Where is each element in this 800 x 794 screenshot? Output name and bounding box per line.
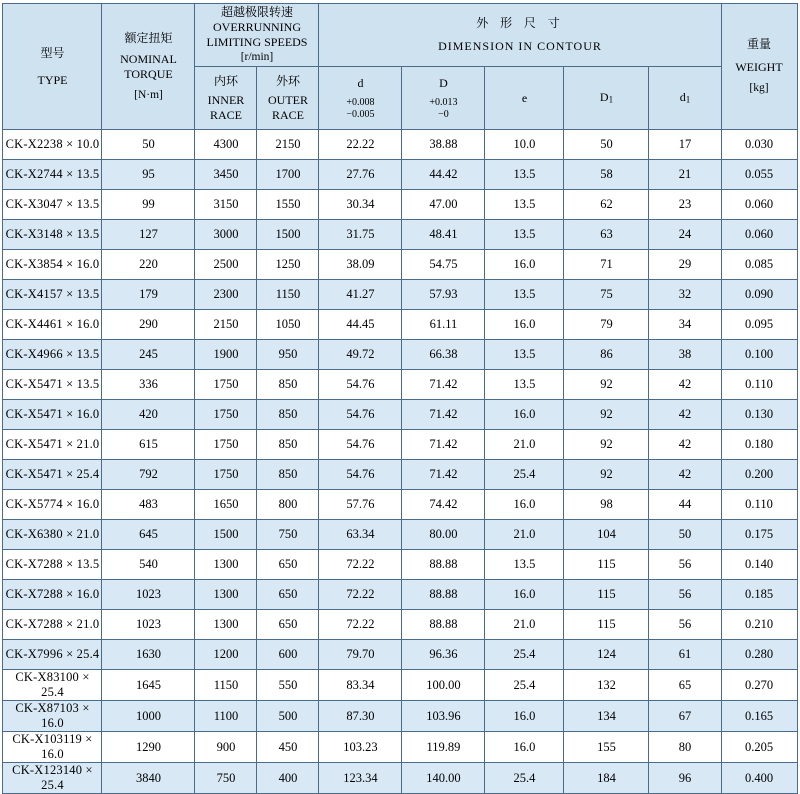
cell-dim-D1: 92 — [564, 370, 649, 400]
header-dim-d — [319, 67, 402, 130]
cell-inner-race-speed: 3450 — [195, 160, 257, 190]
cell-weight: 0.130 — [721, 400, 797, 430]
cell-dim-d: 22.22 — [319, 130, 402, 160]
cell-nominal-torque: 615 — [102, 430, 195, 460]
cell-dim-D: 74.42 — [402, 490, 485, 520]
cell-dim-D1: 63 — [564, 220, 649, 250]
cell-type: CK-X4461 × 16.0 — [3, 310, 102, 340]
table-row — [3, 280, 797, 310]
cell-type: CK-X7996 × 25.4 — [3, 640, 102, 670]
cell-nominal-torque: 220 — [102, 250, 195, 280]
header-dim-D-tol-hi: +0.013 — [429, 97, 458, 108]
table-row — [3, 580, 797, 610]
cell-dim-e: 21.0 — [485, 520, 564, 550]
cell-nominal-torque: 127 — [102, 220, 195, 250]
header-inner-en1: INNER — [207, 92, 245, 107]
cell-nominal-torque: 1023 — [102, 580, 195, 610]
cell-type: CK-X83100 × 25.4 — [3, 670, 102, 701]
header-outer-en2: RACE — [271, 107, 304, 122]
header-dim-d1-label: d — [679, 90, 686, 105]
header-torque-cn: 额定扭矩 — [124, 30, 173, 45]
header-dim-D1-sub: 1 — [608, 94, 614, 105]
cell-dim-d: 79.70 — [319, 640, 402, 670]
cell-dim-d1: 65 — [649, 670, 721, 701]
header-speeds-cn: 超越极限转速 — [220, 5, 293, 20]
cell-inner-race-speed: 1750 — [195, 460, 257, 490]
cell-dim-e: 16.0 — [485, 701, 564, 732]
cell-weight: 0.110 — [721, 490, 797, 520]
cell-inner-race-speed: 1750 — [195, 430, 257, 460]
cell-outer-race-speed: 650 — [257, 610, 319, 640]
cell-weight: 0.140 — [721, 550, 797, 580]
cell-type: CK-X3854 × 16.0 — [3, 250, 102, 280]
cell-outer-race-speed: 2150 — [257, 130, 319, 160]
cell-outer-race-speed: 950 — [257, 340, 319, 370]
cell-dim-d: 54.76 — [319, 370, 402, 400]
table-row — [3, 701, 797, 732]
cell-type: CK-X3148 × 13.5 — [3, 220, 102, 250]
table-row — [3, 732, 797, 763]
header-speeds-en2: LIMITING SPEEDS — [206, 35, 308, 50]
cell-nominal-torque: 336 — [102, 370, 195, 400]
cell-inner-race-speed: 1200 — [195, 640, 257, 670]
cell-dim-e: 13.5 — [485, 190, 564, 220]
cell-dim-d1: 42 — [649, 400, 721, 430]
header-weight-en: WEIGHT — [735, 60, 783, 75]
cell-dim-D: 71.42 — [402, 400, 485, 430]
cell-nominal-torque: 245 — [102, 340, 195, 370]
cell-dim-e: 13.5 — [485, 340, 564, 370]
cell-dim-e: 16.0 — [485, 490, 564, 520]
cell-inner-race-speed: 1300 — [195, 580, 257, 610]
cell-dim-e: 25.4 — [485, 763, 564, 794]
table-row — [3, 550, 797, 580]
header-dim-D-label: D — [439, 76, 448, 90]
cell-dim-e: 16.0 — [485, 310, 564, 340]
cell-dim-d: 54.76 — [319, 460, 402, 490]
cell-dim-D: 100.00 — [402, 670, 485, 701]
cell-weight: 0.280 — [721, 640, 797, 670]
cell-type: CK-X2238 × 10.0 — [3, 130, 102, 160]
cell-inner-race-speed: 3000 — [195, 220, 257, 250]
cell-outer-race-speed: 400 — [257, 763, 319, 794]
cell-nominal-torque: 540 — [102, 550, 195, 580]
header-weight — [721, 4, 797, 130]
cell-nominal-torque: 1290 — [102, 732, 195, 763]
cell-dim-D1: 92 — [564, 460, 649, 490]
cell-outer-race-speed: 650 — [257, 580, 319, 610]
header-outer-en1: OUTER — [267, 92, 308, 107]
cell-outer-race-speed: 450 — [257, 732, 319, 763]
cell-weight: 0.205 — [721, 732, 797, 763]
cell-dim-D: 96.36 — [402, 640, 485, 670]
cell-dim-d: 87.30 — [319, 701, 402, 732]
header-torque-en2: TORQUE — [124, 66, 173, 81]
cell-dim-e: 13.5 — [485, 220, 564, 250]
cell-inner-race-speed: 1300 — [195, 550, 257, 580]
cell-type: CK-X5774 × 16.0 — [3, 490, 102, 520]
cell-inner-race-speed: 1900 — [195, 340, 257, 370]
cell-weight: 0.090 — [721, 280, 797, 310]
cell-weight: 0.055 — [721, 160, 797, 190]
cell-dim-d: 57.76 — [319, 490, 402, 520]
cell-dim-d: 63.34 — [319, 520, 402, 550]
cell-weight: 0.100 — [721, 340, 797, 370]
header-overrunning-speeds — [195, 4, 319, 67]
cell-dim-D: 71.42 — [402, 430, 485, 460]
header-row-1 — [3, 4, 797, 67]
cell-inner-race-speed: 1500 — [195, 520, 257, 550]
cell-dim-D1: 132 — [564, 670, 649, 701]
cell-dim-D1: 86 — [564, 340, 649, 370]
cell-weight: 0.175 — [721, 520, 797, 550]
cell-weight: 0.095 — [721, 310, 797, 340]
cell-weight: 0.200 — [721, 460, 797, 490]
cell-outer-race-speed: 1550 — [257, 190, 319, 220]
cell-dim-d1: 23 — [649, 190, 721, 220]
cell-dim-e: 21.0 — [485, 610, 564, 640]
cell-dim-D1: 184 — [564, 763, 649, 794]
cell-dim-d: 123.34 — [319, 763, 402, 794]
cell-type: CK-X5471 × 21.0 — [3, 430, 102, 460]
cell-weight: 0.180 — [721, 430, 797, 460]
cell-dim-D: 80.00 — [402, 520, 485, 550]
cell-dim-e: 25.4 — [485, 670, 564, 701]
cell-dim-d: 72.22 — [319, 550, 402, 580]
table-row — [3, 310, 797, 340]
cell-dim-d1: 56 — [649, 610, 721, 640]
cell-dim-e: 16.0 — [485, 250, 564, 280]
cell-nominal-torque: 483 — [102, 490, 195, 520]
cell-inner-race-speed: 900 — [195, 732, 257, 763]
cell-dim-d: 49.72 — [319, 340, 402, 370]
table-row — [3, 640, 797, 670]
cell-dim-D: 88.88 — [402, 610, 485, 640]
cell-dim-d1: 17 — [649, 130, 721, 160]
cell-dim-D1: 115 — [564, 580, 649, 610]
cell-dim-D: 119.89 — [402, 732, 485, 763]
cell-nominal-torque: 1630 — [102, 640, 195, 670]
table-row — [3, 220, 797, 250]
header-dim-D — [402, 67, 485, 130]
table-body — [3, 130, 797, 794]
cell-type: CK-X7288 × 21.0 — [3, 610, 102, 640]
cell-outer-race-speed: 550 — [257, 670, 319, 701]
table-row — [3, 190, 797, 220]
cell-dim-D: 66.38 — [402, 340, 485, 370]
cell-dim-D1: 115 — [564, 610, 649, 640]
header-weight-cn: 重量 — [746, 37, 771, 52]
cell-dim-e: 10.0 — [485, 130, 564, 160]
header-dim-d1-sub: 1 — [685, 94, 691, 105]
header-type-en: TYPE — [37, 72, 68, 87]
header-type-cn: 型号 — [40, 45, 65, 60]
cell-outer-race-speed: 650 — [257, 550, 319, 580]
cell-type: CK-X4966 × 13.5 — [3, 340, 102, 370]
cell-dim-D1: 115 — [564, 550, 649, 580]
header-dim-e-label: e — [521, 90, 528, 105]
cell-dim-e: 13.5 — [485, 550, 564, 580]
cell-nominal-torque: 95 — [102, 160, 195, 190]
cell-dim-D1: 92 — [564, 430, 649, 460]
cell-dim-d1: 38 — [649, 340, 721, 370]
table-row — [3, 670, 797, 701]
cell-dim-d1: 56 — [649, 580, 721, 610]
cell-dim-D: 71.42 — [402, 370, 485, 400]
cell-dim-D1: 50 — [564, 130, 649, 160]
cell-dim-D: 103.96 — [402, 701, 485, 732]
header-dim-D1-label: D — [599, 90, 609, 105]
cell-outer-race-speed: 850 — [257, 370, 319, 400]
header-torque-en1: NOMINAL — [120, 51, 177, 66]
cell-inner-race-speed: 2150 — [195, 310, 257, 340]
cell-dim-D: 61.11 — [402, 310, 485, 340]
header-speeds-en1: OVERRUNNING — [212, 20, 301, 35]
cell-dim-e: 13.5 — [485, 280, 564, 310]
cell-type: CK-X3047 × 13.5 — [3, 190, 102, 220]
cell-dim-d1: 32 — [649, 280, 721, 310]
header-dimension — [319, 4, 721, 67]
cell-dim-e: 13.5 — [485, 160, 564, 190]
cell-inner-race-speed: 750 — [195, 763, 257, 794]
cell-dim-D1: 124 — [564, 640, 649, 670]
cell-nominal-torque: 50 — [102, 130, 195, 160]
cell-dim-D1: 62 — [564, 190, 649, 220]
cell-outer-race-speed: 600 — [257, 640, 319, 670]
cell-nominal-torque: 792 — [102, 460, 195, 490]
cell-type: CK-X5471 × 13.5 — [3, 370, 102, 400]
cell-dim-D: 71.42 — [402, 460, 485, 490]
cell-weight: 0.165 — [721, 701, 797, 732]
cell-inner-race-speed: 1100 — [195, 701, 257, 732]
cell-dim-d1: 42 — [649, 430, 721, 460]
specification-table — [2, 3, 797, 794]
header-inner-race — [195, 67, 257, 130]
cell-outer-race-speed: 850 — [257, 460, 319, 490]
cell-dim-e: 16.0 — [485, 400, 564, 430]
cell-dim-d1: 80 — [649, 732, 721, 763]
cell-dim-d1: 29 — [649, 250, 721, 280]
cell-dim-e: 13.5 — [485, 370, 564, 400]
cell-dim-e: 25.4 — [485, 460, 564, 490]
cell-outer-race-speed: 750 — [257, 520, 319, 550]
cell-outer-race-speed: 850 — [257, 400, 319, 430]
cell-dim-e: 25.4 — [485, 640, 564, 670]
cell-dim-d1: 96 — [649, 763, 721, 794]
header-type — [3, 4, 102, 130]
cell-dim-d: 41.27 — [319, 280, 402, 310]
cell-type: CK-X5471 × 16.0 — [3, 400, 102, 430]
cell-type: CK-X7288 × 13.5 — [3, 550, 102, 580]
cell-weight: 0.400 — [721, 763, 797, 794]
cell-dim-d: 72.22 — [319, 580, 402, 610]
cell-outer-race-speed: 1050 — [257, 310, 319, 340]
cell-dim-D: 57.93 — [402, 280, 485, 310]
cell-outer-race-speed: 800 — [257, 490, 319, 520]
table-row — [3, 340, 797, 370]
cell-nominal-torque: 99 — [102, 190, 195, 220]
cell-type: CK-X5471 × 25.4 — [3, 460, 102, 490]
header-dim-d-label: d — [357, 76, 364, 90]
header-dim-e — [485, 67, 564, 130]
cell-outer-race-speed: 500 — [257, 701, 319, 732]
cell-dim-D: 47.00 — [402, 190, 485, 220]
header-dim-d-tol-lo: −0.005 — [346, 108, 375, 120]
cell-dim-D1: 79 — [564, 310, 649, 340]
table-row — [3, 490, 797, 520]
cell-dim-d: 54.76 — [319, 430, 402, 460]
cell-type: CK-X4157 × 13.5 — [3, 280, 102, 310]
cell-weight: 0.085 — [721, 250, 797, 280]
cell-type: CK-X2744 × 13.5 — [3, 160, 102, 190]
cell-dim-d1: 42 — [649, 460, 721, 490]
cell-nominal-torque: 290 — [102, 310, 195, 340]
cell-inner-race-speed: 4300 — [195, 130, 257, 160]
cell-dim-d: 83.34 — [319, 670, 402, 701]
table-row — [3, 250, 797, 280]
cell-weight: 0.060 — [721, 190, 797, 220]
cell-inner-race-speed: 2500 — [195, 250, 257, 280]
cell-dim-d1: 21 — [649, 160, 721, 190]
cell-dim-D1: 58 — [564, 160, 649, 190]
cell-dim-d: 54.76 — [319, 400, 402, 430]
cell-dim-D1: 155 — [564, 732, 649, 763]
header-dimension-en: DIMENSION IN CONTOUR — [438, 39, 602, 53]
cell-dim-d: 27.76 — [319, 160, 402, 190]
cell-dim-d1: 50 — [649, 520, 721, 550]
cell-nominal-torque: 179 — [102, 280, 195, 310]
header-weight-unit: [kg] — [749, 82, 769, 95]
cell-inner-race-speed: 3150 — [195, 190, 257, 220]
cell-dim-d1: 56 — [649, 550, 721, 580]
cell-dim-D: 88.88 — [402, 580, 485, 610]
header-dim-D-tol-lo: −0 — [438, 108, 449, 120]
header-inner-en2: RACE — [209, 107, 242, 122]
cell-dim-D: 54.75 — [402, 250, 485, 280]
table-header — [3, 4, 797, 130]
cell-type: CK-X6380 × 21.0 — [3, 520, 102, 550]
table-row — [3, 520, 797, 550]
cell-dim-D1: 75 — [564, 280, 649, 310]
header-dim-d-tol-hi: +0.008 — [346, 97, 375, 108]
cell-inner-race-speed: 1750 — [195, 400, 257, 430]
table-row — [3, 460, 797, 490]
cell-dim-d: 72.22 — [319, 610, 402, 640]
cell-outer-race-speed: 1150 — [257, 280, 319, 310]
cell-dim-D1: 98 — [564, 490, 649, 520]
cell-inner-race-speed: 2300 — [195, 280, 257, 310]
cell-inner-race-speed: 1650 — [195, 490, 257, 520]
cell-dim-e: 16.0 — [485, 732, 564, 763]
cell-dim-d: 30.34 — [319, 190, 402, 220]
header-dim-D1 — [564, 67, 649, 130]
cell-dim-D1: 134 — [564, 701, 649, 732]
cell-dim-d: 38.09 — [319, 250, 402, 280]
cell-dim-D1: 71 — [564, 250, 649, 280]
cell-weight: 0.270 — [721, 670, 797, 701]
cell-dim-d1: 42 — [649, 370, 721, 400]
cell-outer-race-speed: 850 — [257, 430, 319, 460]
header-outer-cn: 外环 — [275, 73, 300, 88]
table-row — [3, 160, 797, 190]
header-torque-unit: [N·m] — [134, 88, 163, 101]
cell-dim-d1: 61 — [649, 640, 721, 670]
cell-dim-d: 103.23 — [319, 732, 402, 763]
cell-weight: 0.060 — [721, 220, 797, 250]
table-row — [3, 763, 797, 794]
cell-type: CK-X7288 × 16.0 — [3, 580, 102, 610]
cell-dim-e: 16.0 — [485, 580, 564, 610]
table-row — [3, 610, 797, 640]
cell-dim-d1: 34 — [649, 310, 721, 340]
cell-inner-race-speed: 1300 — [195, 610, 257, 640]
cell-nominal-torque: 3840 — [102, 763, 195, 794]
header-dim-d1 — [649, 67, 721, 130]
cell-weight: 0.110 — [721, 370, 797, 400]
cell-dim-D: 44.42 — [402, 160, 485, 190]
cell-weight: 0.030 — [721, 130, 797, 160]
cell-nominal-torque: 645 — [102, 520, 195, 550]
cell-dim-D1: 92 — [564, 400, 649, 430]
header-torque — [102, 4, 195, 130]
cell-outer-race-speed: 1250 — [257, 250, 319, 280]
header-outer-race — [257, 67, 319, 130]
cell-outer-race-speed: 1500 — [257, 220, 319, 250]
cell-dim-D: 48.41 — [402, 220, 485, 250]
cell-dim-d: 31.75 — [319, 220, 402, 250]
table-row — [3, 370, 797, 400]
cell-type: CK-X87103 × 16.0 — [3, 701, 102, 732]
table-row — [3, 400, 797, 430]
cell-dim-d1: 44 — [649, 490, 721, 520]
cell-dim-D: 140.00 — [402, 763, 485, 794]
cell-inner-race-speed: 1750 — [195, 370, 257, 400]
cell-dim-D: 88.88 — [402, 550, 485, 580]
cell-weight: 0.210 — [721, 610, 797, 640]
header-inner-cn: 内环 — [213, 73, 238, 88]
cell-dim-d1: 24 — [649, 220, 721, 250]
cell-weight: 0.185 — [721, 580, 797, 610]
cell-nominal-torque: 420 — [102, 400, 195, 430]
cell-type: CK-X103119 × 16.0 — [3, 732, 102, 763]
cell-dim-d1: 67 — [649, 701, 721, 732]
cell-nominal-torque: 1000 — [102, 701, 195, 732]
cell-nominal-torque: 1023 — [102, 610, 195, 640]
cell-dim-e: 21.0 — [485, 430, 564, 460]
table-row — [3, 430, 797, 460]
cell-type: CK-X123140 × 25.4 — [3, 763, 102, 794]
header-dimension-cn: 外 形 尺 寸 — [476, 16, 564, 30]
table-row — [3, 130, 797, 160]
header-speeds-unit: [r/min] — [240, 51, 274, 64]
cell-dim-D: 38.88 — [402, 130, 485, 160]
cell-dim-D1: 104 — [564, 520, 649, 550]
cell-inner-race-speed: 1150 — [195, 670, 257, 701]
cell-outer-race-speed: 1700 — [257, 160, 319, 190]
cell-dim-d: 44.45 — [319, 310, 402, 340]
cell-nominal-torque: 1645 — [102, 670, 195, 701]
